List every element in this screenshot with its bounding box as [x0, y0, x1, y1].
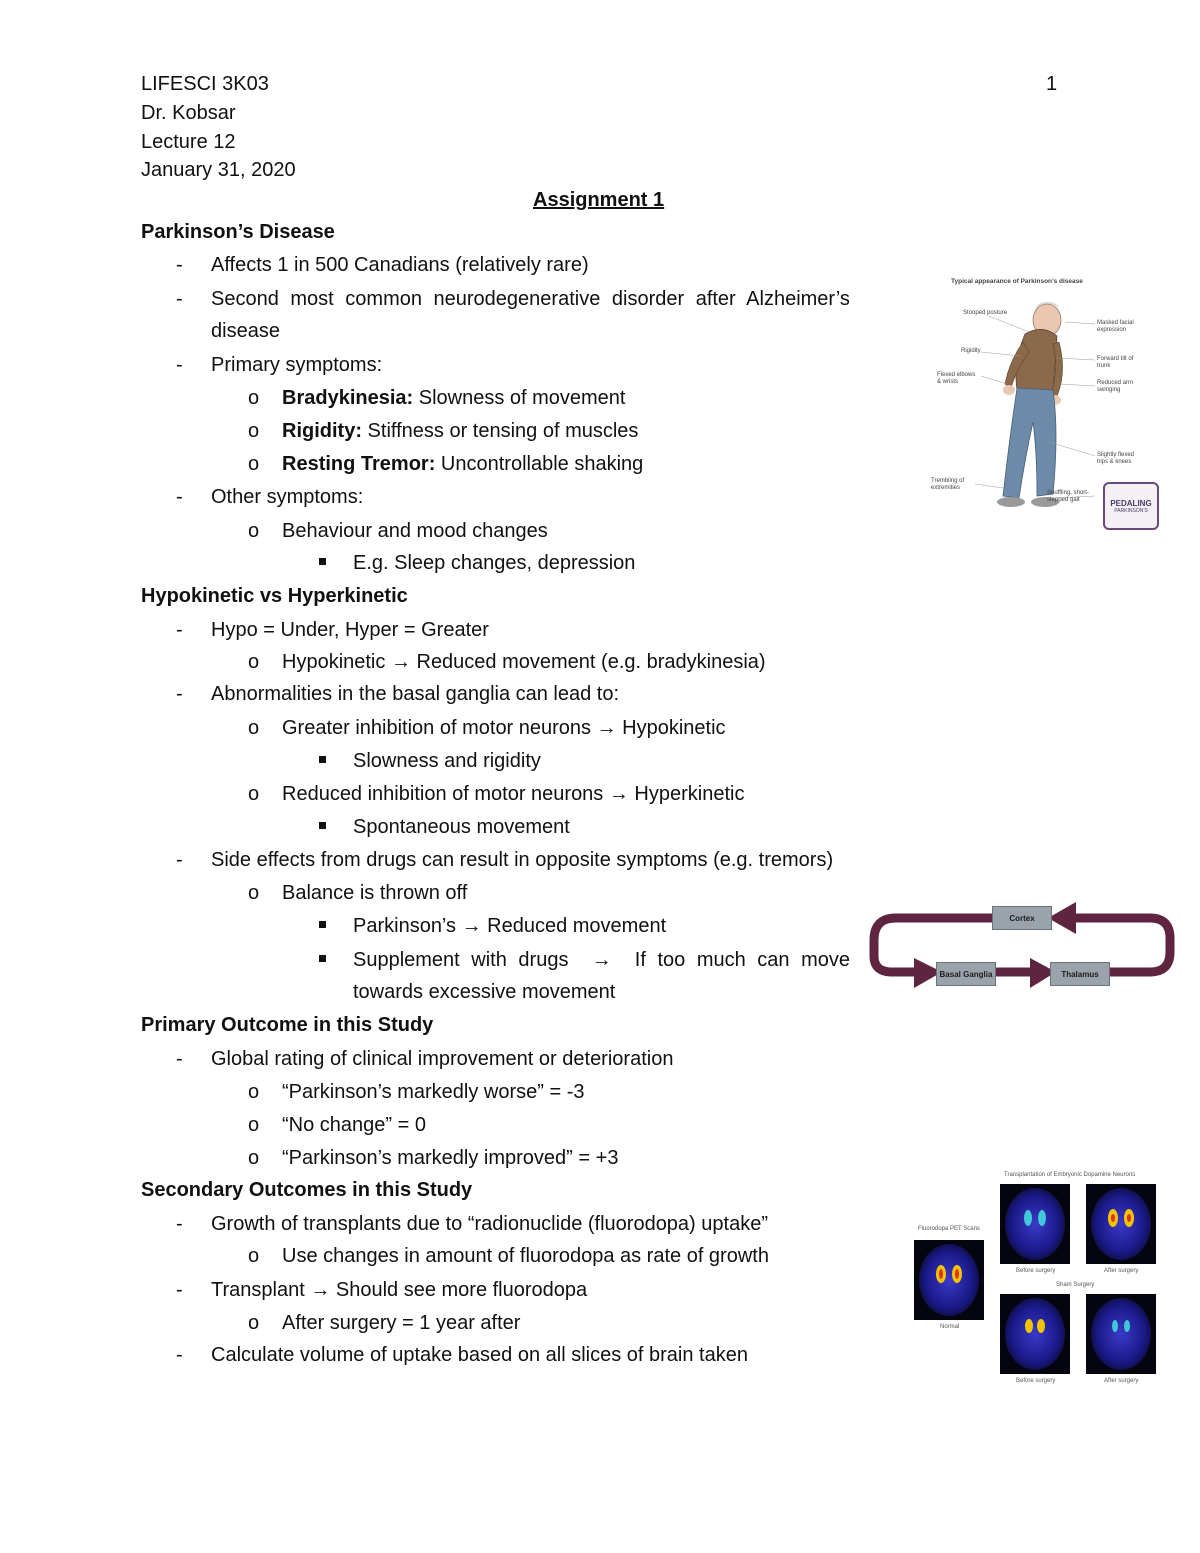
list-item: Growth of transplants due to “radionuclide (fluorodopa) uptake”: [211, 1213, 768, 1235]
dash-bullet: -: [176, 849, 183, 871]
label-trembling: Trembling of extremities: [931, 478, 965, 491]
dash-bullet: -: [176, 486, 183, 508]
thalamus-box: Thalamus: [1050, 962, 1110, 986]
arrow-icon: →: [608, 783, 629, 805]
circle-bullet: o: [248, 717, 260, 739]
circle-bullet: o: [248, 520, 260, 542]
dash-bullet: -: [176, 354, 183, 376]
lecture-number: Lecture 12: [141, 131, 236, 153]
basal-ganglia-circuit-diagram: [868, 898, 1178, 998]
symptom-rigidity: [282, 419, 638, 443]
list-item: Balance is thrown off: [282, 882, 468, 904]
section-heading-parkinsons: Parkinson’s Disease: [141, 221, 335, 243]
figure-title: Typical appearance of Parkinson’s disease: [951, 278, 1083, 285]
square-bullet: [319, 558, 326, 565]
list-item: Behaviour and mood changes: [282, 520, 548, 542]
scan-label-sham: Sham Surgery: [1056, 1282, 1095, 1288]
list-item-continuation: towards excessive movement: [353, 981, 616, 1003]
list-item: Other symptoms:: [211, 486, 364, 508]
dash-bullet: -: [176, 1048, 183, 1070]
arrow-icon: →: [596, 717, 617, 739]
symptom-resting-tremor: [282, 452, 643, 476]
circle-bullet: o: [248, 783, 260, 805]
pet-left-title: Fluorodopa PET Scans: [918, 1226, 980, 1232]
pet-scan-images: [910, 1168, 1160, 1388]
text: Hyperkinetic: [628, 783, 745, 805]
list-item: [282, 716, 726, 740]
label-flexed-elbows: Flexed elbows & wrists: [937, 372, 976, 385]
list-item: Spontaneous movement: [353, 816, 570, 838]
pet-figure-title: Transplantation of Embryonic Dopamine Neurons: [1004, 1172, 1136, 1178]
dash-bullet: -: [176, 288, 183, 310]
list-item-continuation: disease: [211, 320, 280, 342]
text: If too much can move: [634, 949, 850, 971]
scan-label-after: After surgery: [1104, 1378, 1139, 1384]
square-bullet: [319, 921, 326, 928]
list-item: Use changes in amount of fluorodopa as rate of growth: [282, 1245, 769, 1267]
scan-label-after: After surgery: [1104, 1268, 1139, 1274]
symptom-bradykinesia: [282, 386, 626, 410]
dash-bullet: -: [176, 683, 183, 705]
label-masked-facial-expression: Masked facial expression: [1097, 320, 1134, 333]
parkinsons-appearance-figure: [925, 272, 1165, 534]
list-item: Hypo = Under, Hyper = Greater: [211, 619, 489, 641]
circle-bullet: o: [248, 1245, 260, 1267]
circle-bullet: o: [248, 882, 260, 904]
text: Parkinson’s: [353, 915, 462, 937]
dash-bullet: -: [176, 1344, 183, 1366]
circle-bullet: o: [248, 1312, 260, 1334]
scan-label-before: Before surgery: [1016, 1378, 1056, 1384]
circle-bullet: o: [248, 420, 260, 442]
fluorodopa-pet-scans-figure: [910, 1168, 1160, 1388]
list-item-text: Second most common neurodegenerative disorder after Alzheimer’s: [211, 288, 850, 310]
circle-bullet: o: [248, 1114, 260, 1136]
text: Supplement with drugs: [353, 949, 569, 971]
dash-bullet: -: [176, 254, 183, 276]
instructor-name: Dr. Kobsar: [141, 102, 236, 124]
text: Should see more fluorodopa: [330, 1279, 588, 1301]
logo-text: PARKINSON’S: [1114, 507, 1148, 514]
circle-bullet: o: [248, 1147, 260, 1169]
text: Transplant: [211, 1279, 311, 1301]
arrow-icon: →: [390, 651, 411, 673]
text: Hypokinetic: [616, 717, 726, 739]
circle-bullet: o: [248, 651, 260, 673]
basal-ganglia-box: Basal Ganglia: [936, 962, 996, 986]
dash-bullet: -: [176, 1213, 183, 1235]
term: Resting Tremor:: [282, 453, 436, 475]
section-heading-primary-outcome: Primary Outcome in this Study: [141, 1014, 434, 1036]
circle-bullet: o: [248, 453, 260, 475]
list-item: Side effects from drugs can result in opposite symptoms (e.g. tremors): [211, 849, 834, 871]
term: Bradykinesia:: [282, 387, 414, 409]
label-flexed-hips-knees: Slightly flexed hips & knees: [1097, 452, 1135, 465]
definition: Stiffness or tensing of muscles: [362, 420, 639, 442]
dash-bullet: -: [176, 1279, 183, 1301]
dash-bullet: -: [176, 619, 183, 641]
pedaling-parkinsons-logo: [1103, 482, 1159, 530]
arrow-icon: →: [461, 915, 482, 937]
label-rigidity: Rigidity: [961, 348, 981, 354]
scan-label-normal: Normal: [940, 1324, 960, 1330]
list-item: [211, 287, 905, 311]
square-bullet: [319, 822, 326, 829]
text: Reduced inhibition of motor neurons: [282, 783, 609, 805]
text: Hypokinetic: [282, 651, 391, 673]
label-shuffling-gait: Shuffling, short-stepped gait: [1047, 490, 1089, 503]
label-reduced-arm-swinging: Reduced arm swinging: [1097, 380, 1134, 393]
list-item: Abnormalities in the basal ganglia can lead to:: [211, 683, 620, 705]
list-item: “Parkinson’s markedly improved” = +3: [282, 1147, 619, 1169]
list-item: “Parkinson’s markedly worse” = -3: [282, 1081, 585, 1103]
term: Rigidity:: [282, 420, 362, 442]
list-item: [353, 948, 850, 972]
circle-bullet: o: [248, 387, 260, 409]
definition: Slowness of movement: [413, 387, 626, 409]
label-stooped-posture: Stooped posture: [963, 310, 1008, 316]
section-heading-hypokinetic: Hypokinetic vs Hyperkinetic: [141, 585, 408, 607]
section-heading-secondary-outcomes: Secondary Outcomes in this Study: [141, 1179, 473, 1201]
lecture-date: January 31, 2020: [141, 159, 296, 181]
page-title: Assignment 1: [533, 189, 665, 211]
definition: Uncontrollable shaking: [435, 453, 644, 475]
list-item: [282, 650, 766, 674]
logo-text: PEDALING: [1110, 498, 1152, 508]
list-item: E.g. Sleep changes, depression: [353, 552, 636, 574]
list-item: Affects 1 in 500 Canadians (relatively rare): [211, 254, 589, 276]
text: Reduced movement: [481, 915, 667, 937]
square-bullet: [319, 756, 326, 763]
scan-label-before: Before surgery: [1016, 1268, 1056, 1274]
text: Greater inhibition of motor neurons: [282, 717, 597, 739]
list-item: Calculate volume of uptake based on all slices of brain taken: [211, 1344, 748, 1366]
text: Reduced movement (e.g. bradykinesia): [410, 651, 766, 673]
label-forward-tilt: Forward tilt of trunk: [1097, 356, 1134, 369]
page-number: 1: [1046, 73, 1058, 95]
list-item: Primary symptoms:: [211, 354, 383, 376]
list-item: [282, 782, 744, 806]
list-item: Global rating of clinical improvement or deterioration: [211, 1048, 674, 1070]
list-item: [211, 1278, 587, 1302]
arrow-icon: →: [310, 1279, 331, 1301]
square-bullet: [319, 955, 326, 962]
list-item: [353, 914, 666, 938]
circle-bullet: o: [248, 1081, 260, 1103]
list-item: Slowness and rigidity: [353, 750, 541, 772]
arrow-icon: →: [591, 949, 612, 971]
list-item: After surgery = 1 year after: [282, 1312, 521, 1334]
course-code: LIFESCI 3K03: [141, 73, 269, 95]
cortex-box: Cortex: [992, 906, 1052, 930]
list-item: “No change” = 0: [282, 1114, 426, 1136]
